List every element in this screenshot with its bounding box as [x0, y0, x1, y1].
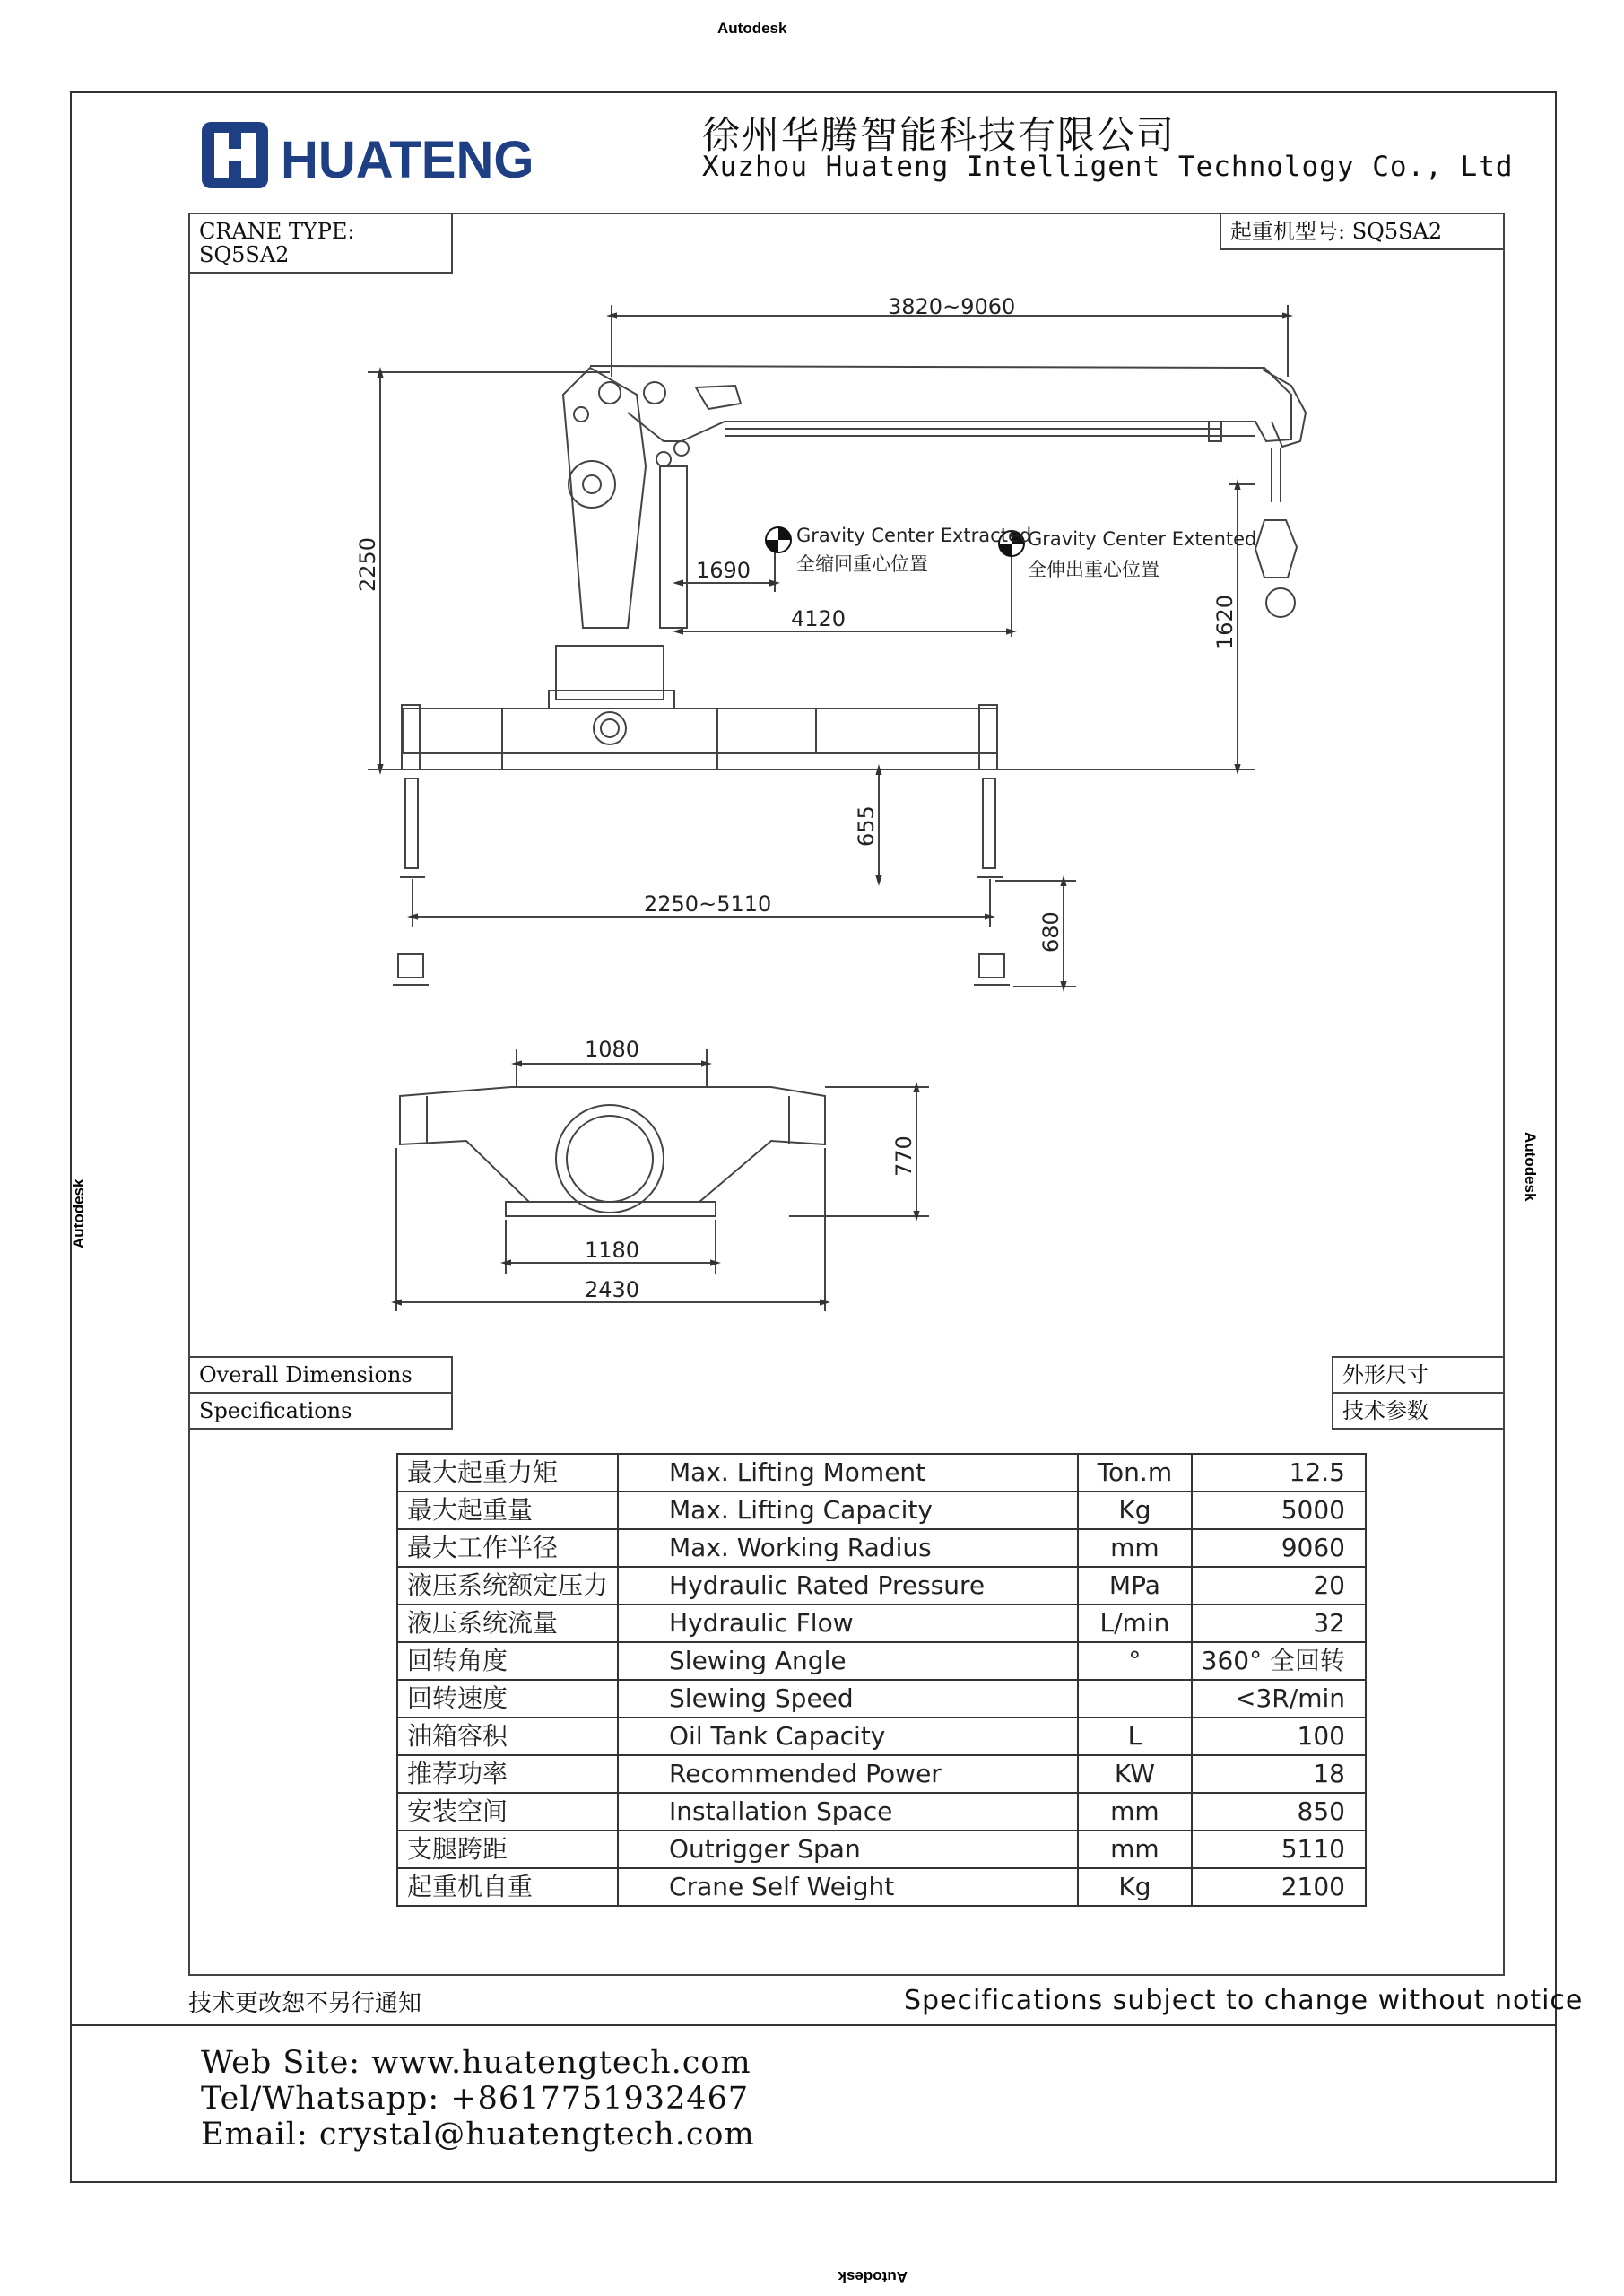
crane-type-en: CRANE TYPE: SQ5SA2: [188, 213, 453, 274]
spec-unit: L: [1078, 1718, 1191, 1755]
phone: Tel/Whatsapp: +8617751932467: [201, 2081, 750, 2117]
dim-4120: 4120: [791, 606, 847, 631]
spec-unit: mm: [1078, 1529, 1191, 1567]
spec-unit: mm: [1078, 1793, 1191, 1831]
table-row: [397, 1529, 1366, 1567]
dim-boom-length: 3820~9060: [888, 294, 1016, 319]
spec-name-en: Installation Space: [618, 1793, 1078, 1831]
spec-name-en: Crane Self Weight: [618, 1868, 1078, 1906]
spec-value: 9060: [1192, 1529, 1366, 1567]
change-notice-cn: 技术更改恕不另行通知: [188, 1990, 422, 2017]
spec-name-en: Max. Working Radius: [618, 1529, 1078, 1567]
specifications-table: [396, 1453, 1367, 1907]
spec-name-cn: 支腿跨距: [397, 1831, 618, 1868]
gravity-extracted-cn: 全缩回重心位置: [796, 553, 928, 575]
spec-value: 2100: [1192, 1868, 1366, 1906]
spec-value: 32: [1192, 1605, 1366, 1642]
spec-name-cn: 起重机自重: [397, 1868, 618, 1906]
spec-name-cn: 推荐功率: [397, 1755, 618, 1793]
spec-name-cn: 安装空间: [397, 1793, 618, 1831]
table-row: [397, 1831, 1366, 1868]
table-row: [397, 1605, 1366, 1642]
spec-unit: KW: [1078, 1755, 1191, 1793]
spec-name-cn: 液压系统流量: [397, 1605, 618, 1642]
dim-1080: 1080: [585, 1037, 640, 1062]
overall-dimensions-label: Overall Dimensions: [188, 1356, 453, 1394]
spec-value: 360° 全回转: [1192, 1642, 1366, 1680]
table-row: [397, 1454, 1366, 1492]
dim-outrigger-span: 2250~5110: [644, 891, 772, 917]
spec-unit: mm: [1078, 1831, 1191, 1868]
spec-name-en: Max. Lifting Moment: [618, 1454, 1078, 1492]
dim-1180: 1180: [585, 1238, 640, 1263]
table-row: [397, 1718, 1366, 1755]
company-name-cn: 徐州华腾智能科技有限公司: [702, 113, 1177, 157]
dim-1690: 1690: [696, 558, 751, 583]
spec-name-cn: 最大起重量: [397, 1492, 618, 1529]
watermark-right: Autodesk: [1522, 1132, 1539, 1202]
spec-name-en: Slewing Angle: [618, 1642, 1078, 1680]
email: Email: crystal@huatengtech.com: [201, 2117, 755, 2152]
watermark-left: Autodesk: [70, 1178, 87, 1248]
table-row: [397, 1492, 1366, 1529]
table-row: [397, 1680, 1366, 1718]
spec-value: <3R/min: [1192, 1680, 1366, 1718]
spec-name-en: Hydraulic Rated Pressure: [618, 1567, 1078, 1605]
spec-name-en: Recommended Power: [618, 1755, 1078, 1793]
spec-unit: [1078, 1680, 1191, 1718]
spec-value: 5110: [1192, 1831, 1366, 1868]
spec-value: 12.5: [1192, 1454, 1366, 1492]
dim-2430: 2430: [585, 1277, 640, 1302]
dim-770: 770: [891, 1135, 916, 1177]
spec-name-en: Max. Lifting Capacity: [618, 1492, 1078, 1529]
table-row: [397, 1567, 1366, 1605]
logo-text: HUATENG: [281, 131, 532, 189]
spec-name-en: Hydraulic Flow: [618, 1605, 1078, 1642]
spec-name-en: Slewing Speed: [618, 1680, 1078, 1718]
spec-name-en: Outrigger Span: [618, 1831, 1078, 1868]
overall-dimensions-cn-label: 外形尺寸: [1332, 1356, 1505, 1394]
dim-1620: 1620: [1212, 594, 1238, 649]
table-row: [397, 1755, 1366, 1793]
company-name-en: Xuzhou Huateng Intelligent Technology Co., Ltd: [702, 151, 1514, 183]
gravity-center-extracted-icon: [766, 527, 791, 552]
spec-unit: Ton.m: [1078, 1454, 1191, 1492]
gravity-extracted-en: Gravity Center Extracted: [796, 525, 1032, 546]
spec-name-en: Oil Tank Capacity: [618, 1718, 1078, 1755]
watermark-bottom: Autodesk: [838, 2268, 908, 2285]
spec-value: 20: [1192, 1567, 1366, 1605]
website: Web Site: www.huatengtech.com: [201, 2045, 751, 2081]
table-row: [397, 1868, 1366, 1906]
dim-680: 680: [1038, 911, 1064, 952]
crane-type-cn: 起重机型号: SQ5SA2: [1220, 213, 1505, 250]
table-row: [397, 1793, 1366, 1831]
spec-unit: °: [1078, 1642, 1191, 1680]
dim-height: 2250: [355, 536, 380, 592]
specifications-cn-label: 技术参数: [1332, 1392, 1505, 1430]
footer-divider: [70, 2024, 1557, 2026]
watermark-top: Autodesk: [717, 20, 787, 37]
gravity-extended-cn: 全伸出重心位置: [1028, 559, 1159, 580]
spec-value: 850: [1192, 1793, 1366, 1831]
spec-unit: L/min: [1078, 1605, 1191, 1642]
spec-name-cn: 液压系统额定压力: [397, 1567, 618, 1605]
table-row: [397, 1642, 1366, 1680]
spec-name-cn: 油箱容积: [397, 1718, 618, 1755]
spec-value: 18: [1192, 1755, 1366, 1793]
specifications-label: Specifications: [188, 1392, 453, 1430]
spec-name-cn: 最大工作半径: [397, 1529, 618, 1567]
dim-655: 655: [854, 805, 879, 847]
spec-name-cn: 回转速度: [397, 1680, 618, 1718]
spec-value: 100: [1192, 1718, 1366, 1755]
gravity-extended-en: Gravity Center Extented: [1028, 528, 1257, 550]
spec-unit: Kg: [1078, 1868, 1191, 1906]
spec-unit: Kg: [1078, 1492, 1191, 1529]
spec-name-cn: 回转角度: [397, 1642, 618, 1680]
spec-unit: MPa: [1078, 1567, 1191, 1605]
spec-value: 5000: [1192, 1492, 1366, 1529]
spec-name-cn: 最大起重力矩: [397, 1454, 618, 1492]
change-notice-en: Specifications subject to change without notice: [904, 1985, 1584, 2016]
